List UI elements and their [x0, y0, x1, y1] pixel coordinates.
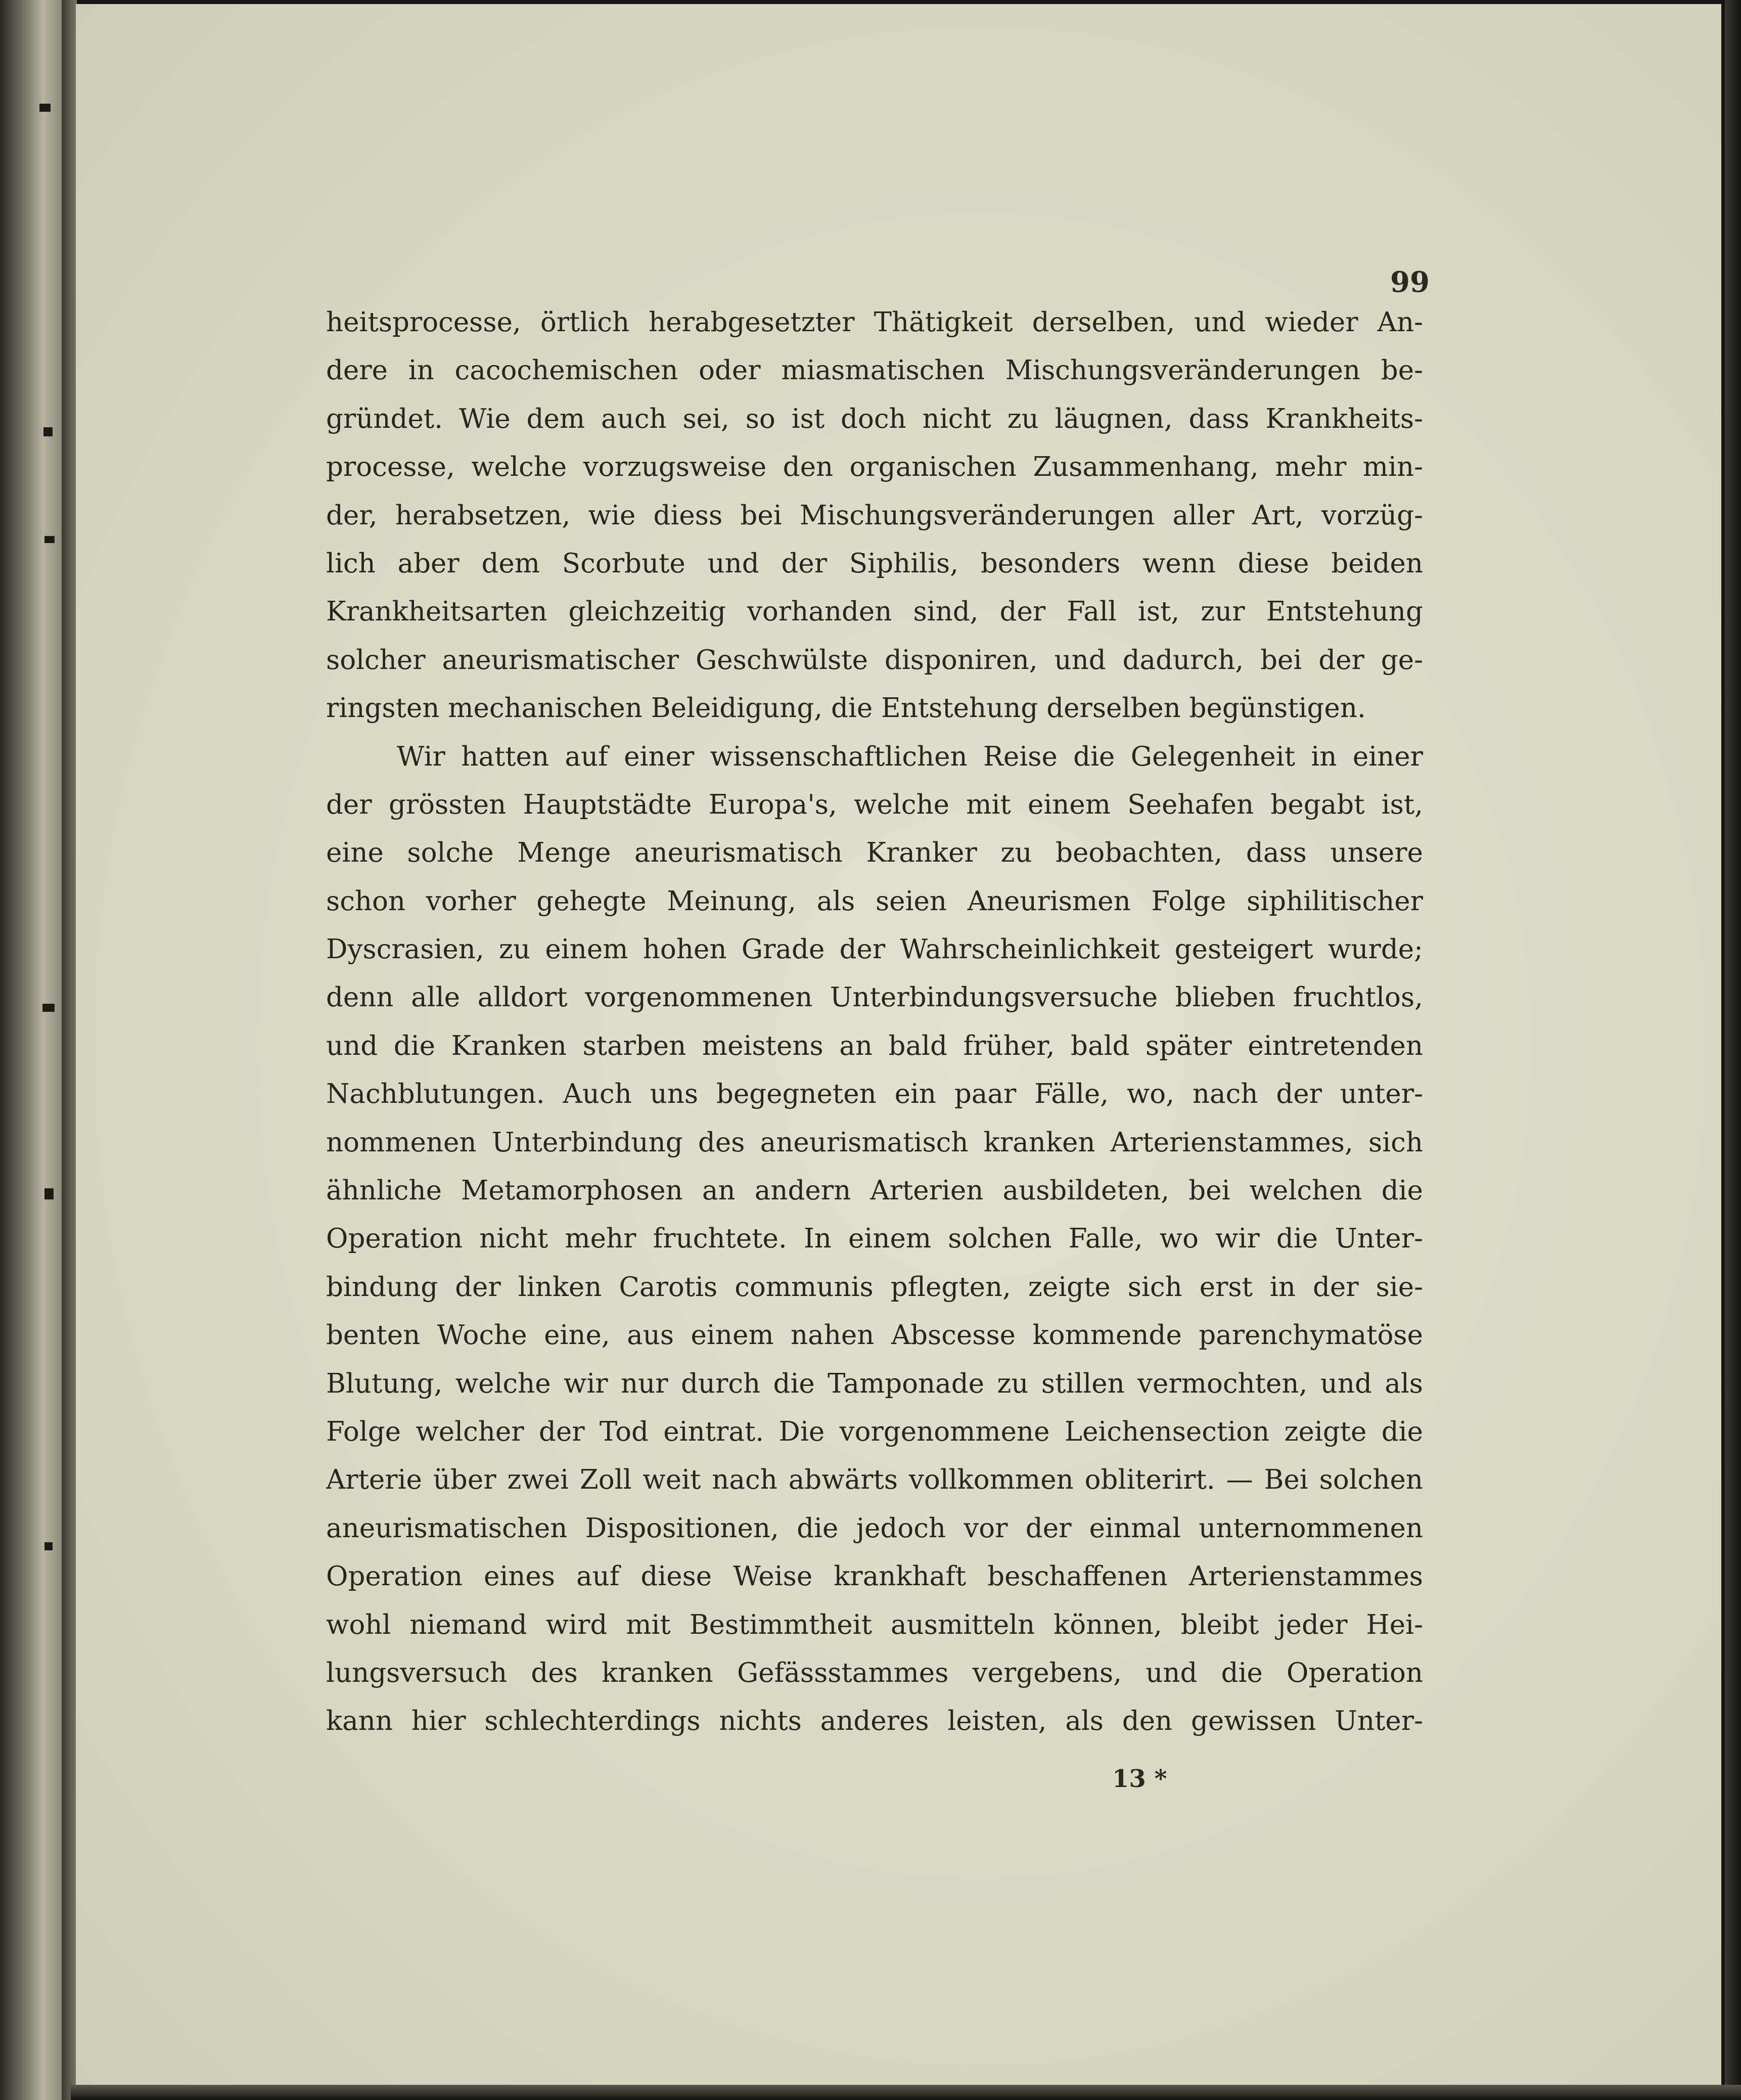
text-line: Wir hatten auf einer wissenschaftlichen Reise die Gelegenheit in einer — [397, 741, 1423, 772]
text-line: denn alle alldort vorgenommenen Unterbindungsversuche blieben fruchtlos, — [326, 982, 1423, 1013]
text-line: ähnliche Metamorphosen an andern Arterien ausbildeten, bei welchen die — [326, 1175, 1423, 1207]
text-line: wohl niemand wird mit Bestimmtheit ausmitteln können, bleibt jeder Hei- — [326, 1609, 1423, 1640]
binding-mark — [44, 1542, 53, 1550]
text-line: Operation nicht mehr fruchtete. In einem solchen Falle, wo wir die Unter- — [326, 1223, 1423, 1255]
scan-edge-bottom — [71, 2085, 1741, 2100]
text-line: und die Kranken starben meistens an bald früher, bald später eintretenden — [326, 1030, 1423, 1061]
text-line: Blutung, welche wir nur durch die Tamponade zu stillen vermochten, und als — [326, 1368, 1423, 1399]
text-line: aneurismatischen Dispositionen, die jedoch vor der einmal unternommenen — [326, 1512, 1423, 1544]
text-line: lich aber dem Scorbute und der Siphilis, besonders wenn diese beiden — [326, 548, 1423, 579]
binding-mark — [43, 427, 53, 436]
text-line: benten Woche eine, aus einem nahen Abscesse kommende parenchymatöse — [326, 1320, 1423, 1351]
text-line: Krankheitsarten gleichzeitig vorhanden sind, der Fall ist, zur Entstehung — [326, 596, 1423, 628]
text-line: schon vorher gehegte Meinung, als seien Aneurismen Folge siphilitischer — [326, 885, 1423, 917]
text-line: Dyscrasien, zu einem hohen Grade der Wahrscheinlichkeit gesteigert wurde; — [326, 934, 1423, 965]
text-line: der, herabsetzen, wie diess bei Mischungsveränderungen aller Art, vorzüg- — [326, 500, 1423, 531]
text-line: dere in cacochemischen oder miasmatischen Mischungsveränderungen be- — [326, 355, 1423, 386]
body-text — [326, 298, 1423, 1746]
text-line: Arterie über zwei Zoll weit nach abwärts vollkommen obliterirt. — Bei solchen — [326, 1464, 1423, 1496]
text-line: bindung der linken Carotis communis pflegten, zeigte sich erst in der sie- — [326, 1271, 1423, 1303]
page-number: 99 — [1390, 265, 1430, 299]
text-line: lungsversuch des kranken Gefässstammes vergebens, und die Operation — [326, 1657, 1423, 1688]
spine-shadow — [62, 0, 77, 2100]
signature-mark: 13 * — [1112, 1765, 1167, 1793]
text-line: gründet. Wie dem auch sei, so ist doch nicht zu läugnen, dass Krankheits- — [326, 403, 1423, 434]
scan-edge-right — [1725, 0, 1741, 2100]
binding-mark — [44, 1188, 54, 1199]
text-line: solcher aneurismatischer Geschwülste disponiren, und dadurch, bei der ge- — [326, 644, 1423, 676]
text-line: kann hier schlechterdings nichts anderes leisten, als den gewissen Unter- — [326, 1706, 1423, 1737]
text-line: Folge welcher der Tod eintrat. Die vorgenommene Leichensection zeigte die — [326, 1416, 1423, 1447]
binding-mark — [44, 536, 55, 543]
text-line: nommenen Unterbindung des aneurismatisch kranken Arterienstammes, sich — [326, 1127, 1423, 1158]
binding-mark — [42, 1004, 55, 1012]
text-line: heitsprocesse, örtlich herabgesetzter Thätigkeit derselben, und wieder An- — [326, 307, 1423, 338]
text-line: Operation eines auf diese Weise krankhaft beschaffenen Arterienstammes — [326, 1561, 1423, 1592]
facing-page-edge — [0, 0, 62, 2100]
text-line: der grössten Hauptstädte Europa's, welche mit einem Seehafen begabt ist, — [326, 789, 1423, 820]
text-line: ringsten mechanischen Beleidigung, die Entstehung derselben begünstigen. — [326, 693, 1366, 724]
text-line: processe, welche vorzugsweise den organischen Zusammenhang, mehr min- — [326, 452, 1423, 483]
text-line: Nachblutungen. Auch uns begegneten ein paar Fälle, wo, nach der unter- — [326, 1079, 1423, 1110]
text-line: eine solche Menge aneurismatisch Kranker zu beobachten, dass unsere — [326, 837, 1423, 869]
binding-mark — [39, 104, 51, 112]
